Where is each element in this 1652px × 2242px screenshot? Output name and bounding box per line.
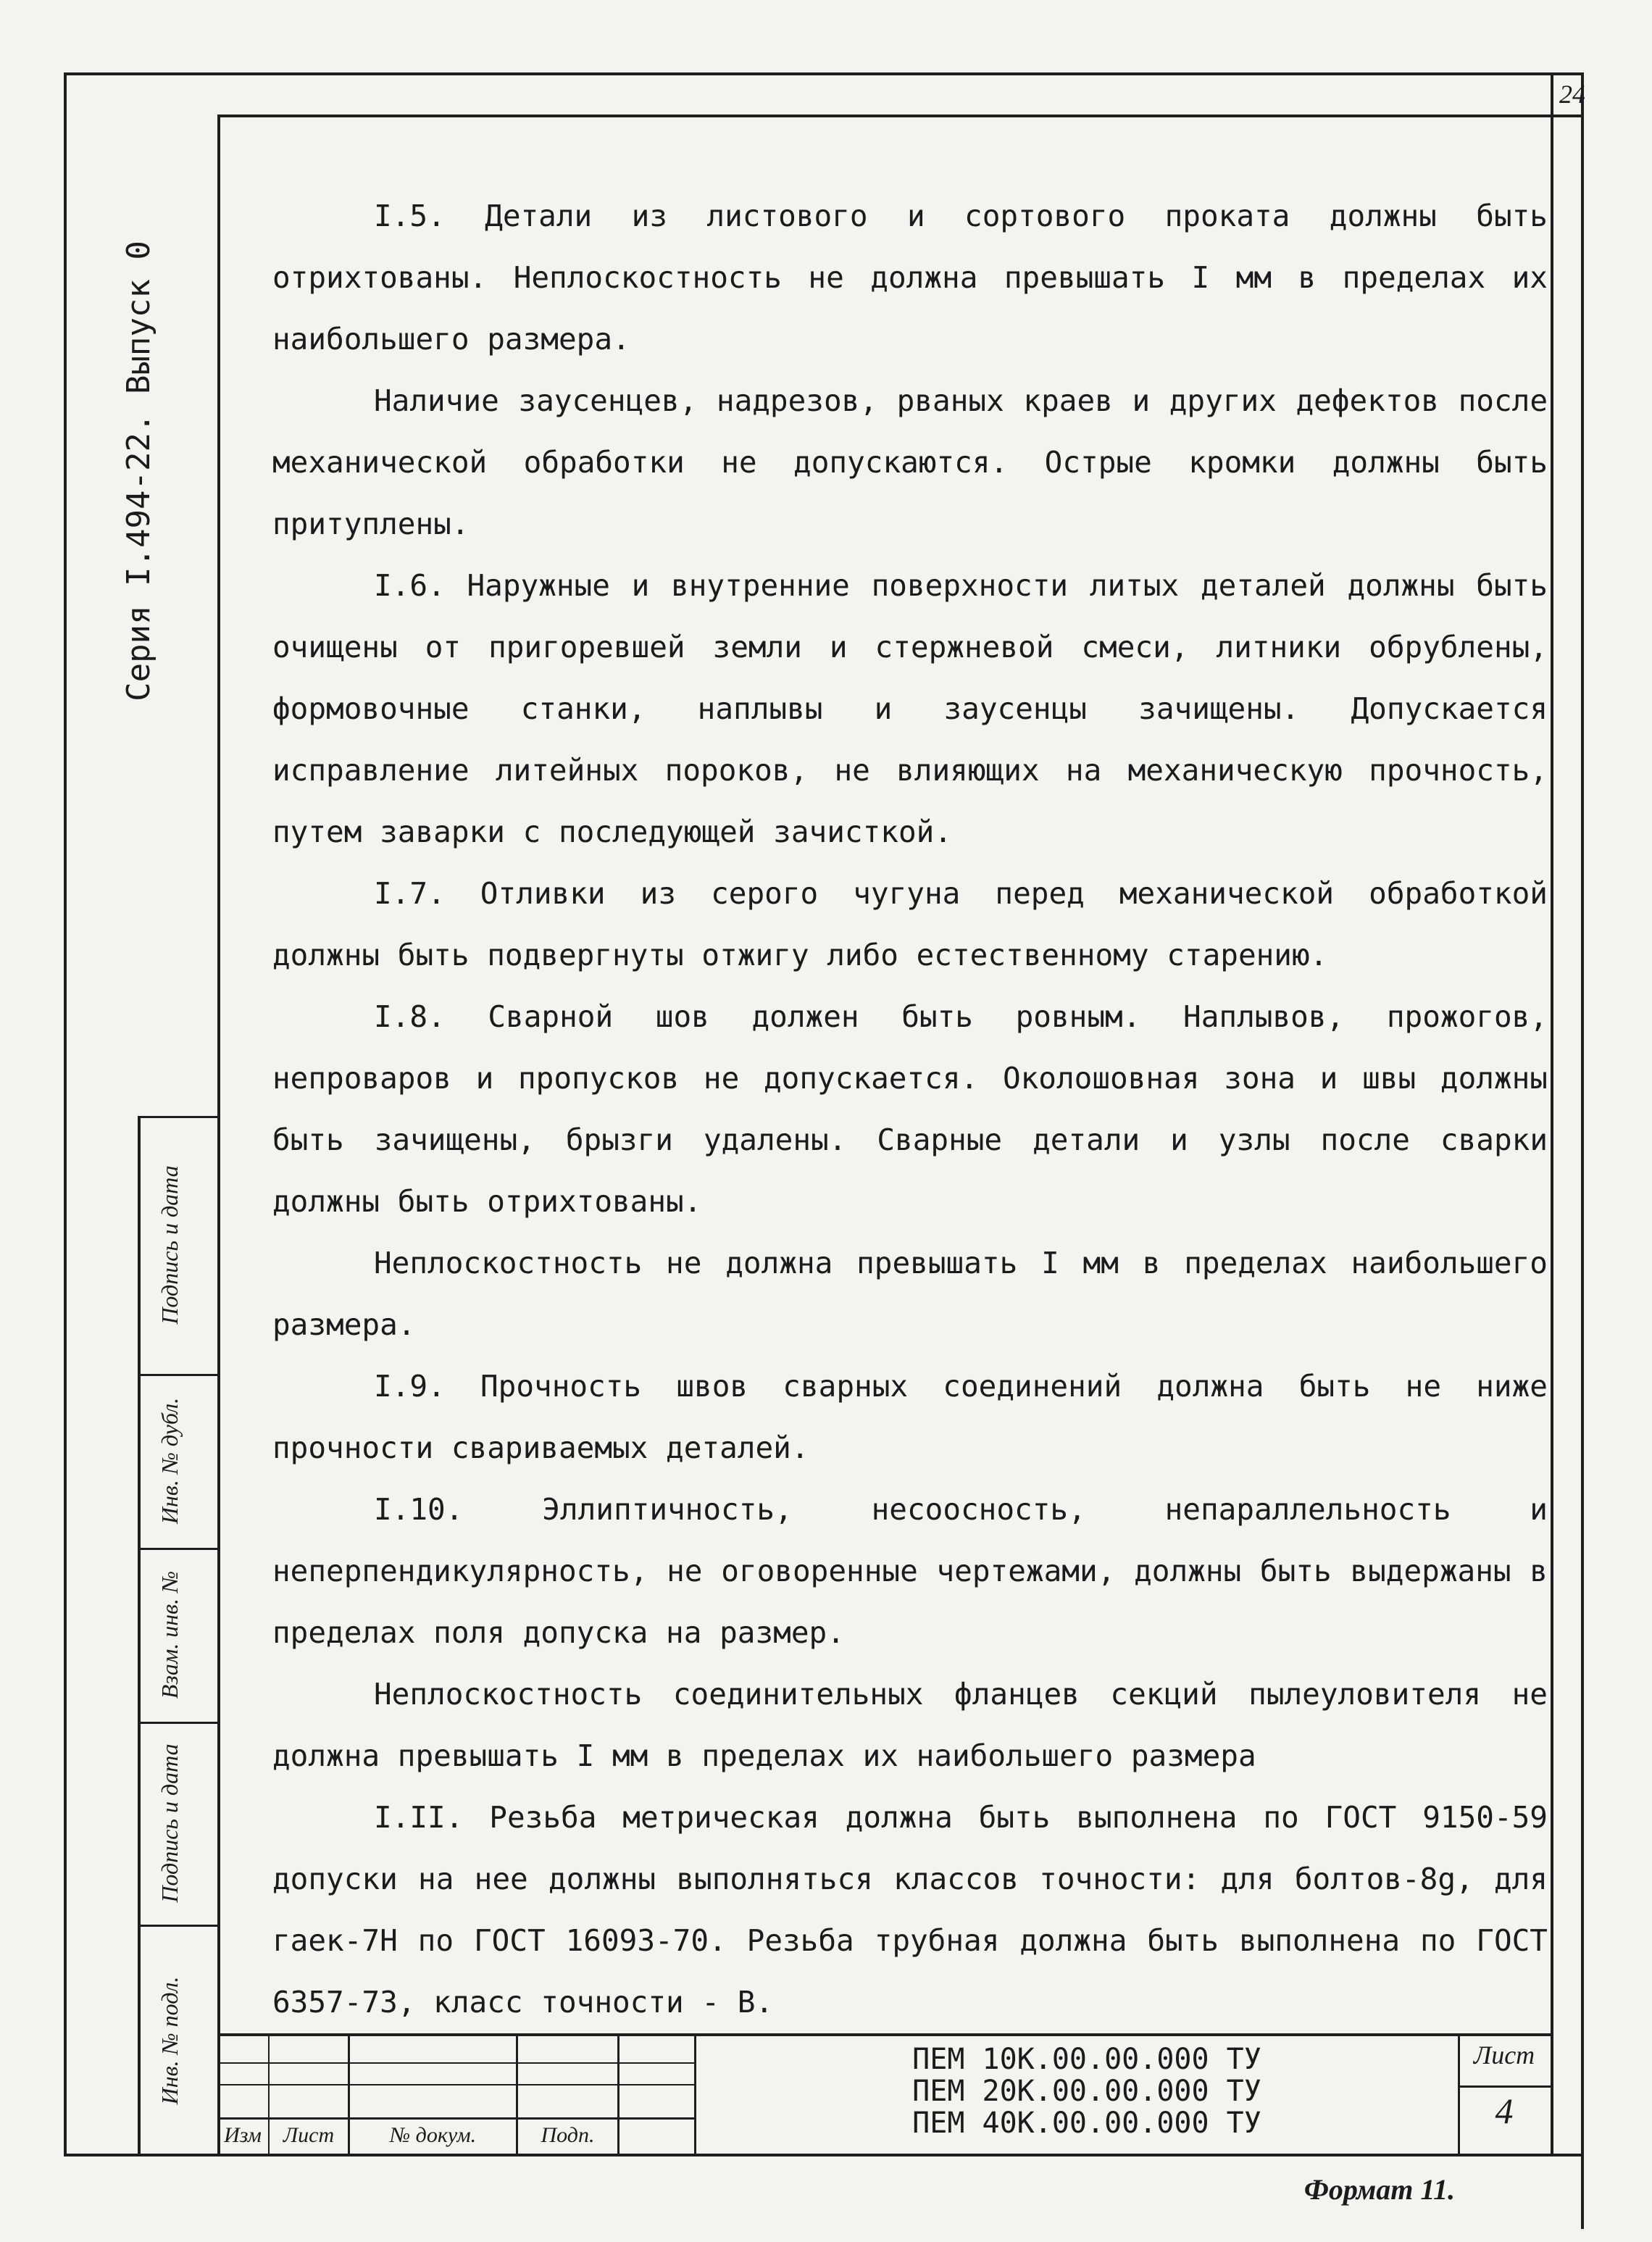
header-revision: Изм — [224, 2123, 262, 2147]
page-number-box-left — [1551, 75, 1553, 116]
format-label: Формат 11. — [1303, 2173, 1456, 2206]
outer-frame-left — [64, 72, 67, 2156]
outer-frame-right — [1581, 72, 1584, 2229]
paragraph: I.8. Сварной шов должен быть ровным. Наплывов, прожогов, непроваров и пропусков не допускается. Околошовная зона и швы должны быть зачищены, брызги удалены. Сварные детали и узлы после сварки должны быть отрихтованы. — [272, 999, 1548, 1219]
sheet-label: Лист — [1473, 2041, 1535, 2070]
inner-frame-right — [1551, 75, 1553, 2155]
paragraph: I.II. Резьба метрическая должна быть выполнена по ГОСТ 9150-59 допуски на нее должны выполняться классов точности: для болтов-8g, для гаек-7Н по ГОСТ 16093-70. Резьба трубная должна быть выполнена по ГОСТ 6357-73, класс точности - В. — [272, 1800, 1548, 2020]
paragraph: I.6. Наружные и внутренние поверхности литых деталей должны быть очищены от пригоревшей земли и стержневой смеси, литники обрублены, формовочные станки, наплывы и заусенцы зачищены. Допускается исправление литейных пороков, не влияющих на механическую прочность, путем заварки с последующей зачисткой. — [272, 568, 1548, 849]
header-signature: Подп. — [541, 2123, 595, 2147]
outer-frame-bottom — [64, 2154, 1584, 2156]
stamp-signature-date-2: Подпись и дата — [157, 1743, 183, 1903]
outer-frame-top — [64, 72, 1584, 75]
stamp-replacement-inventory: Взам. инв. № — [157, 1570, 183, 1699]
paragraph: I.10. Эллиптичность, несоосность, непараллельность и неперпендикулярность, не оговоренные чертежами, должны быть выдержаны в пределах поля допуска на размер. — [272, 1492, 1548, 1650]
doc-code-1: ПЕМ 10К.00.00.000 ТУ — [912, 2043, 1261, 2076]
inner-frame-left — [217, 114, 220, 2155]
paragraph: Неплоскостность не должна превышать I мм в пределах наибольшего размера. — [272, 1246, 1548, 1342]
page-number: 24 — [1559, 80, 1585, 109]
series-label: Серия I.494-22. Выпуск 0 — [120, 241, 157, 701]
stamp-duplicate-inventory: Инв. № дубл. — [157, 1397, 183, 1525]
paragraph: Наличие заусенцев, надрезов, рваных краев и других дефектов после механической обработки не допускаются. Острые кромки должны быть притуплены. — [272, 383, 1548, 541]
doc-code-3: ПЕМ 40К.00.00.000 ТУ — [912, 2106, 1261, 2140]
sheet-number: 4 — [1495, 2091, 1514, 2131]
paragraph: I.7. Отливки из серого чугуна перед механической обработкой должны быть подвергнуты отжигу либо естественному старению. — [272, 876, 1548, 972]
header-document-number: № докум. — [389, 2123, 477, 2147]
header-sheet: Лист — [283, 2123, 335, 2147]
paragraph: I.5. Детали из листового и сортового проката должны быть отрихтованы. Неплоскостность не должна превышать I мм в пределах их наибольшего размера. — [272, 199, 1548, 357]
paragraph: I.9. Прочность швов сварных соединений должна быть не ниже прочности свариваемых деталей. — [272, 1369, 1548, 1465]
paragraph: Неплоскостность соединительных фланцев секций пылеуловителя не должна превышать I мм в пределах их наибольшего размера — [272, 1677, 1548, 1773]
stamp-original-inventory: Инв. № подл. — [157, 1976, 183, 2105]
document-body — [272, 186, 1548, 2033]
stamp-signature-date-1: Подпись и дата — [157, 1165, 183, 1325]
doc-code-2: ПЕМ 20К.00.00.000 ТУ — [912, 2075, 1261, 2108]
inner-frame-top — [217, 114, 1584, 117]
